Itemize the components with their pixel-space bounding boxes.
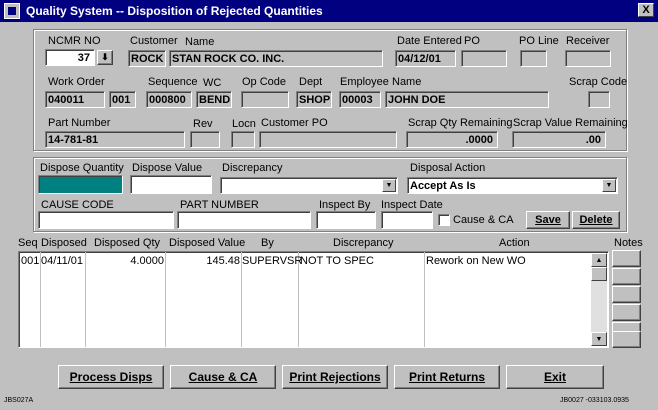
status-right: JB0027 -033103.0935 xyxy=(560,397,629,404)
notes-button[interactable] xyxy=(612,268,641,285)
inspect-by-label: Inspect By xyxy=(319,199,371,211)
dispose-value-input[interactable] xyxy=(130,175,212,194)
rev-label: Rev xyxy=(193,118,213,130)
row-disposed-value: 145.48 xyxy=(206,255,240,267)
save-button[interactable]: Save xyxy=(526,211,570,229)
receiver-field xyxy=(565,50,611,67)
customer-label: Customer xyxy=(130,35,178,47)
col-header-action: Action xyxy=(499,237,530,249)
ncmr-no-label: NCMR NO xyxy=(48,35,101,47)
dept-field: SHOP xyxy=(296,91,332,108)
col-header-discrepancy: Discrepancy xyxy=(333,237,394,249)
disposal-action-value: Accept As Is xyxy=(410,180,476,192)
scrap-value-remaining-field: .00 xyxy=(512,131,606,148)
scrap-qty-remaining-label: Scrap Qty Remaining xyxy=(408,117,513,129)
col-header-disposed: Disposed xyxy=(41,237,87,249)
po-field xyxy=(461,50,507,67)
cause-code-label: CAUSE CODE xyxy=(41,199,114,211)
inspect-date-label: Inspect Date xyxy=(381,199,443,211)
part-number-input[interactable] xyxy=(177,211,311,229)
print-returns-button[interactable] xyxy=(394,365,500,389)
dispose-quantity-label: Dispose Quantity xyxy=(40,162,124,174)
po-label: PO xyxy=(464,35,480,47)
scroll-down-icon[interactable]: ▼ xyxy=(591,332,607,346)
receiver-label: Receiver xyxy=(566,35,610,47)
cause-ca-checkbox[interactable] xyxy=(438,214,450,226)
delete-button[interactable]: Delete xyxy=(572,211,620,229)
part-number-field: 14-781-81 xyxy=(45,131,185,148)
scrap-code-field xyxy=(588,91,610,108)
scroll-up-icon[interactable]: ▲ xyxy=(591,253,607,267)
customer-po-label: Customer PO xyxy=(261,117,328,129)
scroll-thumb[interactable] xyxy=(591,267,607,281)
locn-field xyxy=(231,131,255,148)
op-code-label: Op Code xyxy=(242,76,287,88)
col-header-notes: Notes xyxy=(614,237,643,249)
window-title: Quality System -- Disposition of Rejected Quantities xyxy=(26,4,323,18)
po-line-field xyxy=(520,50,547,67)
title-bar xyxy=(0,0,658,22)
work-order-label: Work Order xyxy=(48,76,105,88)
dispose-quantity-input[interactable] xyxy=(38,175,123,194)
discrepancy-select[interactable] xyxy=(220,177,398,194)
scrap-value-remaining-label: Scrap Value Remaining xyxy=(513,117,628,129)
discrepancy-label: Discrepancy xyxy=(222,162,283,174)
list-scrollbar[interactable] xyxy=(591,253,607,346)
app-icon[interactable] xyxy=(4,3,20,19)
disposal-action-label: Disposal Action xyxy=(410,162,486,174)
employee-name-label: Name xyxy=(392,76,422,88)
inspect-date-input[interactable] xyxy=(381,211,433,229)
employee-field: 00003 xyxy=(339,91,381,108)
sequence-field: 000800 xyxy=(146,91,192,108)
date-entered-label: Date Entered xyxy=(397,35,462,47)
dept-label: Dept xyxy=(299,76,323,88)
part-number-label-2: PART NUMBER xyxy=(180,199,259,211)
cause-ca-button[interactable] xyxy=(170,365,276,389)
name-label: Name xyxy=(185,36,215,48)
po-line-label: PO Line xyxy=(519,35,559,47)
ncmr-lookup-button[interactable] xyxy=(97,50,113,65)
col-header-disposed-value: Disposed Value xyxy=(169,237,246,249)
row-discrepancy: NOT TO SPEC xyxy=(300,255,374,267)
customer-po-field xyxy=(259,131,397,148)
scrap-qty-remaining-field: .0000 xyxy=(406,131,498,148)
work-order-field: 040011 xyxy=(45,91,105,108)
scrap-code-label: Scrap Code xyxy=(569,76,628,88)
col-header-disposed-qty: Disposed Qty xyxy=(94,237,161,249)
print-returns-label: Print Returns xyxy=(408,370,485,384)
part-number-label: Part Number xyxy=(48,117,111,129)
sequence-label: Sequence xyxy=(148,76,198,88)
status-left: JBS027A xyxy=(4,397,34,404)
process-disps-label: Process Disps xyxy=(69,370,153,384)
close-icon[interactable]: X xyxy=(638,3,654,17)
rev-field xyxy=(190,131,220,148)
chevron-down-icon[interactable]: ▼ xyxy=(602,179,616,192)
notes-button[interactable] xyxy=(612,286,641,303)
dispose-value-label: Dispose Value xyxy=(132,162,203,174)
row-seq: 001 xyxy=(21,255,40,267)
row-disposed: 04/11/01 xyxy=(41,255,84,267)
notes-button[interactable] xyxy=(612,250,641,267)
customer-name-field: STAN ROCK CO. INC. xyxy=(169,50,383,67)
process-disps-button[interactable] xyxy=(58,365,164,389)
arrow-down-icon: ⬇ xyxy=(101,52,109,62)
cause-ca-label: Cause & CA xyxy=(188,370,258,384)
exit-label: Exit xyxy=(543,370,566,384)
date-entered-field: 04/12/01 xyxy=(395,50,456,67)
employee-name-field: JOHN DOE xyxy=(385,91,549,108)
disposal-action-select[interactable] xyxy=(407,177,618,194)
wc-label: WC xyxy=(203,77,222,89)
dispositions-list[interactable] xyxy=(18,251,609,348)
chevron-down-icon[interactable]: ▼ xyxy=(382,179,396,192)
col-header-seq: Seq xyxy=(18,237,38,249)
row-action: Rework on New WO xyxy=(426,255,526,267)
work-order-suffix-field: 001 xyxy=(109,91,136,108)
column-divider xyxy=(424,252,425,347)
row-disposed-qty: 4.0000 xyxy=(130,255,164,267)
notes-button[interactable] xyxy=(612,331,641,348)
exit-button[interactable] xyxy=(506,365,604,389)
notes-button[interactable] xyxy=(612,304,641,321)
row-by: SUPERVSR xyxy=(242,255,303,267)
customer-field: ROCK xyxy=(128,50,166,67)
op-code-field xyxy=(241,91,289,108)
locn-label: Locn xyxy=(232,118,256,130)
print-rejections-button[interactable] xyxy=(282,365,388,389)
inspect-by-input[interactable] xyxy=(316,211,376,229)
cause-ca-checkbox-label: Cause & CA xyxy=(453,214,514,226)
employee-label: Employee xyxy=(340,76,389,88)
cause-code-input[interactable] xyxy=(38,211,174,229)
print-rejections-label: Print Rejections xyxy=(289,370,381,384)
wc-field: BEND xyxy=(196,91,232,108)
ncmr-no-input[interactable]: 37 xyxy=(45,49,95,66)
col-header-by: By xyxy=(261,237,274,249)
